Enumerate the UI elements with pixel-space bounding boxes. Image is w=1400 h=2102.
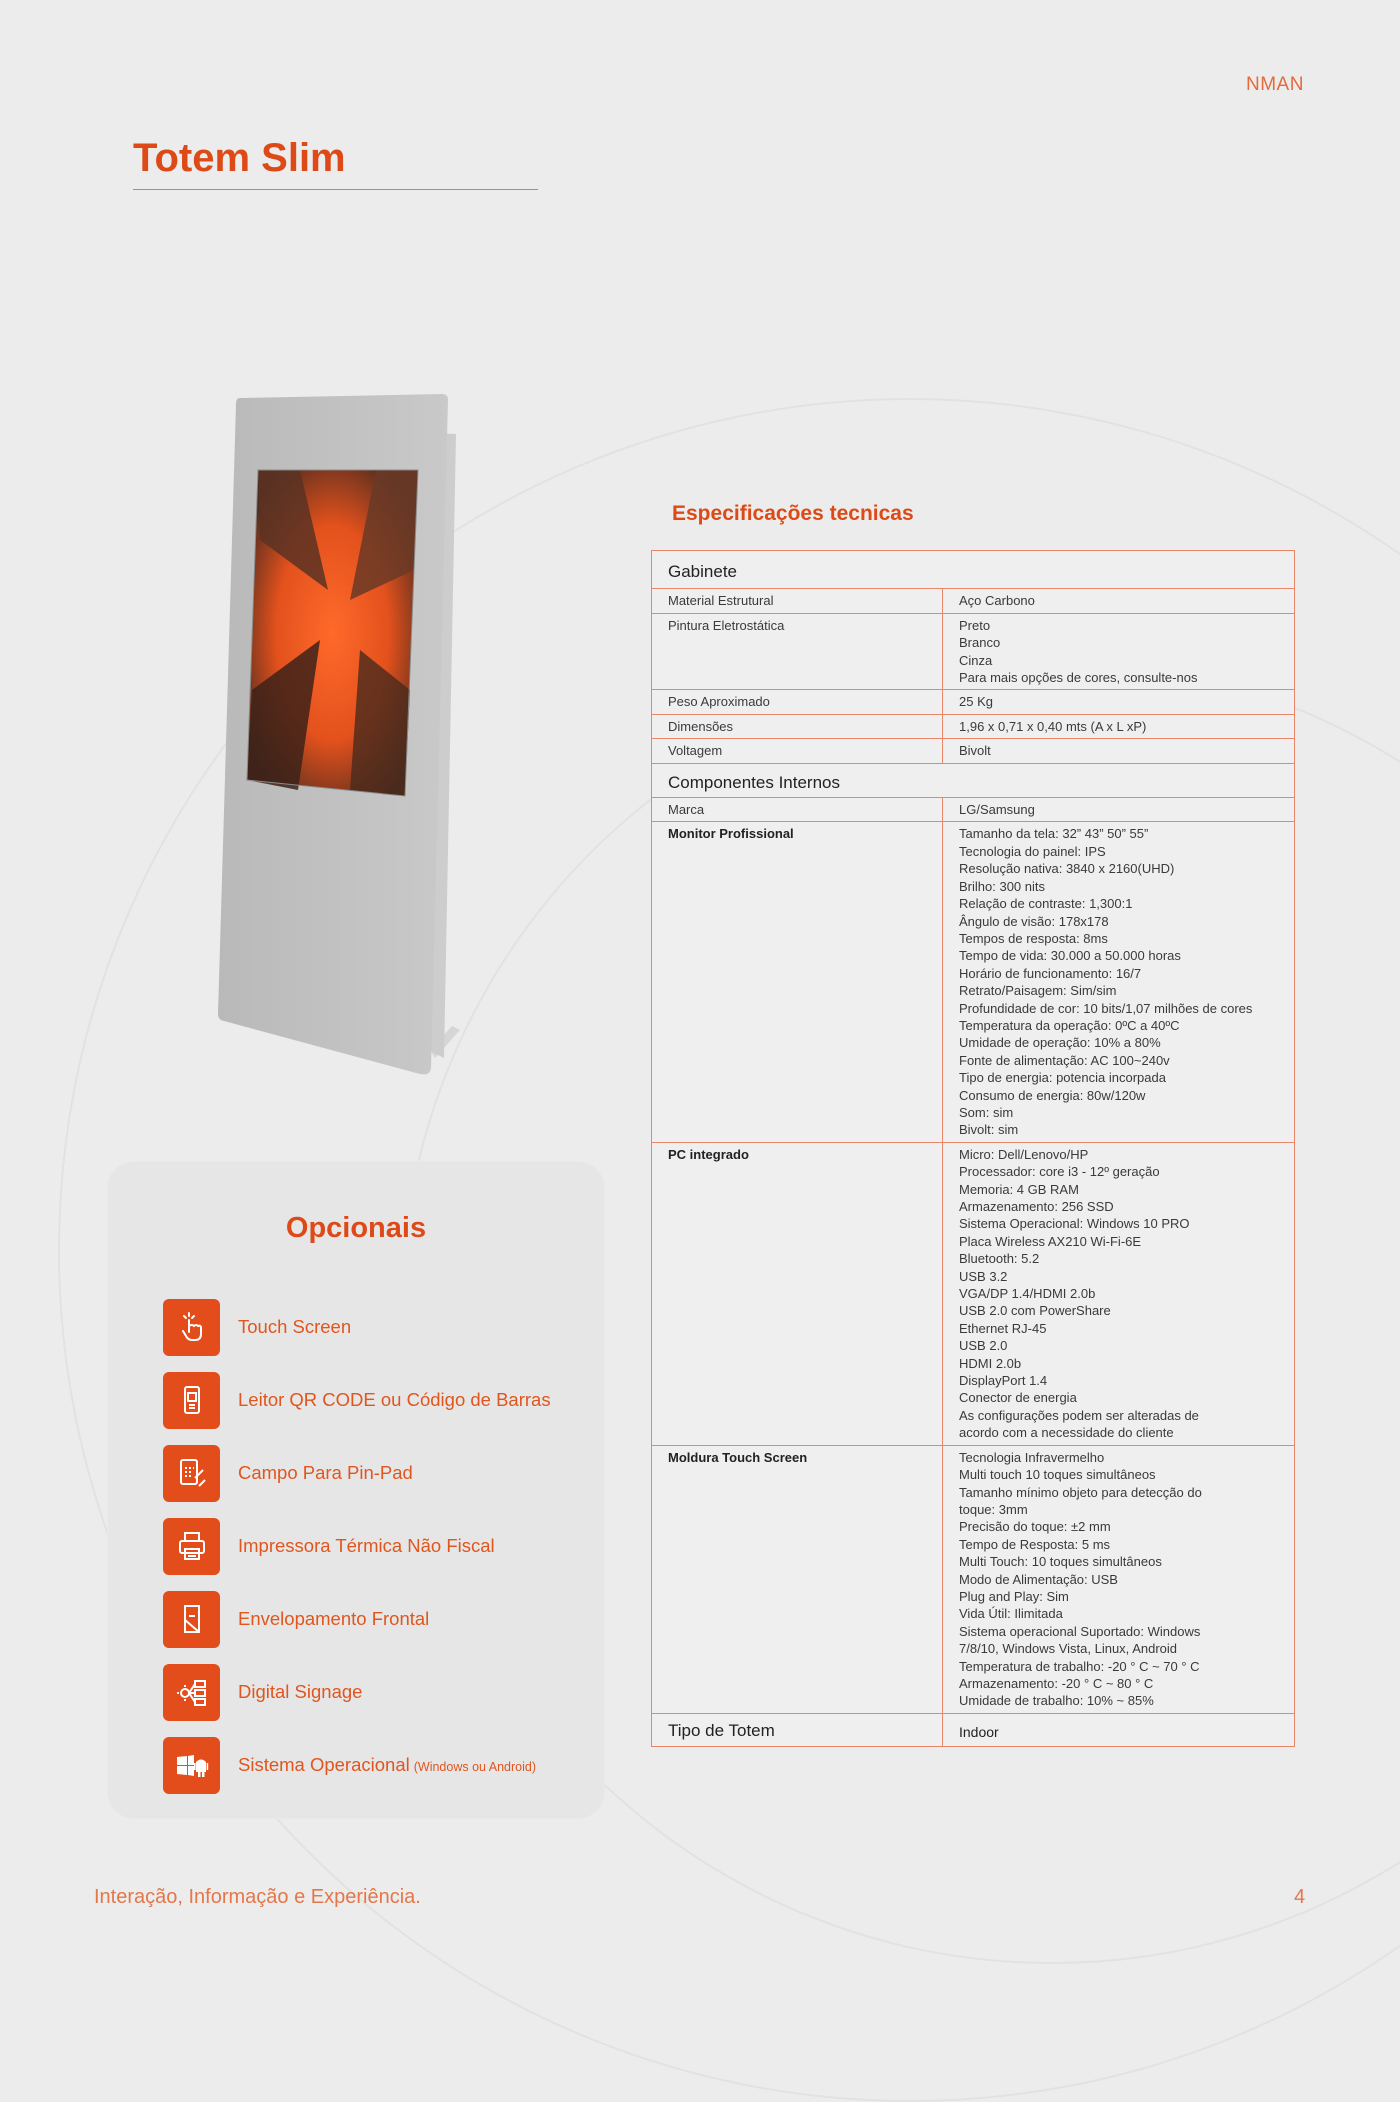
option-label-text: Sistema Operacional bbox=[238, 1754, 410, 1775]
spec-value-line: Multi Touch: 10 toques simultâneos bbox=[959, 1554, 1162, 1570]
option-label bbox=[238, 1535, 495, 1557]
spec-value-line: Precisão do toque: ±2 mm bbox=[959, 1519, 1111, 1535]
spec-row bbox=[652, 739, 1295, 763]
spec-value-line: Conector de energia bbox=[959, 1390, 1077, 1406]
option-item bbox=[163, 1371, 551, 1429]
spec-value-line: Consumo de energia: 80w/120w bbox=[959, 1087, 1146, 1103]
specs-heading: Especificações tecnicas bbox=[672, 502, 914, 525]
spec-row bbox=[652, 798, 1295, 822]
spec-row bbox=[652, 1713, 1295, 1746]
spec-label: Monitor Profissional bbox=[652, 822, 943, 1142]
spec-value-line: Multi touch 10 toques simultâneos bbox=[959, 1467, 1156, 1483]
spec-value-line: DisplayPort 1.4 bbox=[959, 1373, 1048, 1389]
spec-value-line: Ethernet RJ-45 bbox=[959, 1320, 1047, 1336]
spec-value-line: 1,96 x 0,71 x 0,40 mts (A x L xP) bbox=[959, 718, 1147, 734]
spec-value-line: Preto bbox=[959, 617, 991, 633]
spec-row bbox=[652, 690, 1295, 714]
spec-value: Indoor bbox=[943, 1713, 1295, 1746]
option-label-text: Digital Signage bbox=[238, 1681, 363, 1702]
option-item bbox=[163, 1736, 536, 1794]
spec-section-header bbox=[652, 551, 1295, 589]
spec-value-line: Retrato/Paisagem: Sim/sim bbox=[959, 983, 1117, 999]
spec-value-line: acordo com a necessidade do cliente bbox=[959, 1425, 1174, 1441]
spec-value-line: Plug and Play: Sim bbox=[959, 1588, 1069, 1604]
spec-value-line: Armazenamento: -20 ° C ~ 80 ° C bbox=[959, 1675, 1154, 1691]
option-label-note: (Windows ou Android) bbox=[413, 1760, 537, 1774]
spec-label: Peso Aproximado bbox=[652, 690, 943, 714]
spec-label: Tipo de Totem bbox=[652, 1713, 943, 1746]
spec-value-line: 7/8/10, Windows Vista, Linux, Android bbox=[959, 1641, 1177, 1657]
spec-value-line: USB 2.0 bbox=[959, 1338, 1008, 1354]
option-label-text: Envelopamento Frontal bbox=[238, 1608, 430, 1629]
spec-value-line: Ângulo de visão: 178x178 bbox=[959, 913, 1109, 929]
spec-value bbox=[943, 589, 1295, 613]
printer-icon bbox=[163, 1518, 220, 1575]
spec-value-line: Armazenamento: 256 SSD bbox=[959, 1199, 1114, 1214]
spec-value bbox=[943, 1445, 1295, 1713]
spec-value-line: Sistema operacional Suportado: Windows bbox=[959, 1623, 1201, 1639]
spec-value-line: Bivolt: sim bbox=[959, 1122, 1019, 1138]
option-label-text: Impressora Térmica Não Fiscal bbox=[238, 1535, 495, 1556]
spec-value-line: Micro: Dell/Lenovo/HP bbox=[959, 1146, 1089, 1162]
spec-value-line: Sistema Operacional: Windows 10 PRO bbox=[959, 1216, 1190, 1232]
spec-value-line: HDMI 2.0b bbox=[959, 1355, 1022, 1371]
spec-value-line: USB 2.0 com PowerShare bbox=[959, 1303, 1111, 1319]
spec-label: Moldura Touch Screen bbox=[652, 1445, 943, 1713]
option-label bbox=[238, 1389, 551, 1411]
spec-value-line: Tamanho mínimo objeto para detecção do bbox=[959, 1484, 1202, 1500]
os-icon bbox=[163, 1737, 220, 1794]
spec-value bbox=[943, 739, 1295, 763]
spec-value bbox=[943, 613, 1295, 690]
qr-scanner-icon bbox=[163, 1372, 220, 1429]
brand-logo: NMAN bbox=[1246, 74, 1304, 95]
spec-section-title: Gabinete bbox=[652, 551, 1295, 589]
spec-value-line: Tipo de energia: potencia incorpada bbox=[959, 1070, 1166, 1086]
spec-value-line: Profundidade de cor: 10 bits/1,07 milhões de cores bbox=[959, 1000, 1253, 1016]
spec-row bbox=[652, 1445, 1295, 1713]
spec-value-line: 25 Kg bbox=[959, 694, 993, 710]
option-item bbox=[163, 1663, 362, 1721]
spec-row bbox=[652, 1142, 1295, 1445]
spec-value-line: Aço Carbono bbox=[959, 593, 1035, 609]
spec-row bbox=[652, 822, 1295, 1142]
title-underline bbox=[133, 189, 538, 190]
spec-value-line: Placa Wireless AX210 Wi-Fi-6E bbox=[959, 1233, 1142, 1249]
spec-value-line: Umidade de operação: 10% a 80% bbox=[959, 1035, 1161, 1051]
spec-value-line: Fonte de alimentação: AC 100~240v bbox=[959, 1052, 1170, 1068]
option-label-text: Leitor QR CODE ou Código de Barras bbox=[238, 1389, 551, 1410]
signage-icon bbox=[163, 1664, 220, 1721]
spec-label: Marca bbox=[652, 798, 943, 822]
spec-value bbox=[943, 798, 1295, 822]
spec-row bbox=[652, 613, 1295, 690]
spec-value-line: Tecnologia do painel: IPS bbox=[959, 843, 1106, 859]
spec-value-line: toque: 3mm bbox=[959, 1501, 1028, 1517]
spec-value-line: Tempo de Resposta: 5 ms bbox=[959, 1536, 1111, 1552]
option-label bbox=[238, 1754, 536, 1776]
spec-value-line: Brilho: 300 nits bbox=[959, 878, 1045, 894]
totem-product-image bbox=[200, 390, 470, 1085]
spec-value-line: Resolução nativa: 3840 x 2160(UHD) bbox=[959, 861, 1175, 877]
spec-value-line: Temperatura da operação: 0ºC a 40ºC bbox=[959, 1017, 1180, 1033]
spec-value bbox=[943, 822, 1295, 1142]
spec-value-line: Cinza bbox=[959, 652, 993, 668]
spec-label: Pintura Eletrostática bbox=[652, 613, 943, 690]
option-label bbox=[238, 1462, 413, 1484]
spec-row bbox=[652, 589, 1295, 613]
page-title: Totem Slim bbox=[133, 136, 346, 180]
specs-table bbox=[651, 550, 1295, 1747]
spec-value bbox=[943, 1142, 1295, 1445]
spec-value-line: Horário de funcionamento: 16/7 bbox=[959, 965, 1142, 981]
spec-value-line: Tempos de resposta: 8ms bbox=[959, 930, 1108, 946]
spec-row bbox=[652, 714, 1295, 738]
options-card bbox=[108, 1162, 604, 1818]
spec-value-line: Modo de Alimentação: USB bbox=[959, 1571, 1118, 1587]
option-item bbox=[163, 1298, 351, 1356]
option-item bbox=[163, 1444, 413, 1502]
spec-value-line: Branco bbox=[959, 635, 1001, 651]
spec-label: PC integrado bbox=[652, 1142, 943, 1445]
wrap-icon bbox=[163, 1591, 220, 1648]
spec-value-line: Vida Útil: Ilimitada bbox=[959, 1606, 1063, 1622]
spec-label: Voltagem bbox=[652, 739, 943, 763]
option-label-text: Touch Screen bbox=[238, 1316, 352, 1337]
spec-value-line: Temperatura de trabalho: -20 ° C ~ 70 ° C bbox=[959, 1658, 1200, 1674]
pin-pad-icon bbox=[163, 1445, 220, 1502]
option-label bbox=[238, 1316, 351, 1338]
option-label bbox=[238, 1681, 362, 1703]
spec-value-line: Tecnologia Infravermelho bbox=[959, 1449, 1105, 1465]
option-item bbox=[163, 1517, 495, 1575]
option-item bbox=[163, 1590, 429, 1648]
spec-value-line: Som: sim bbox=[959, 1104, 1014, 1120]
page-number: 4 bbox=[1294, 1886, 1306, 1908]
spec-value-line: Memoria: 4 GB RAM bbox=[959, 1181, 1079, 1197]
spec-value-line: Tempo de vida: 30.000 a 50.000 horas bbox=[959, 948, 1181, 964]
spec-label: Dimensões bbox=[652, 714, 943, 738]
spec-value-line: Bluetooth: 5.2 bbox=[959, 1251, 1040, 1267]
spec-value-line: Tamanho da tela: 32” 43” 50” 55” bbox=[959, 826, 1149, 842]
spec-value-line: Relação de contraste: 1,300:1 bbox=[959, 896, 1133, 912]
spec-section-header bbox=[652, 763, 1295, 797]
spec-value-line: Umidade de trabalho: 10% ~ 85% bbox=[959, 1693, 1154, 1709]
options-title: Opcionais bbox=[285, 1212, 427, 1244]
spec-value-line: Para mais opções de cores, consulte-nos bbox=[959, 670, 1198, 686]
spec-value-line: As configurações podem ser alteradas de bbox=[959, 1407, 1199, 1423]
option-label-text: Campo Para Pin-Pad bbox=[238, 1462, 413, 1483]
spec-value-line: LG/Samsung bbox=[959, 802, 1035, 818]
spec-label: Material Estrutural bbox=[652, 589, 943, 613]
footer-tagline: Interação, Informação e Experiência. bbox=[94, 1886, 421, 1908]
spec-section-title: Componentes Internos bbox=[652, 763, 1295, 797]
spec-value bbox=[943, 714, 1295, 738]
touch-icon bbox=[163, 1299, 220, 1356]
spec-value-line: Processador: core i3 - 12º geração bbox=[959, 1164, 1160, 1180]
spec-value-line: Bivolt bbox=[959, 743, 991, 759]
spec-value-line: VGA/DP 1.4/HDMI 2.0b bbox=[959, 1286, 1096, 1302]
option-label bbox=[238, 1608, 429, 1630]
spec-value bbox=[943, 690, 1295, 714]
spec-value-line: USB 3.2 bbox=[959, 1268, 1008, 1284]
